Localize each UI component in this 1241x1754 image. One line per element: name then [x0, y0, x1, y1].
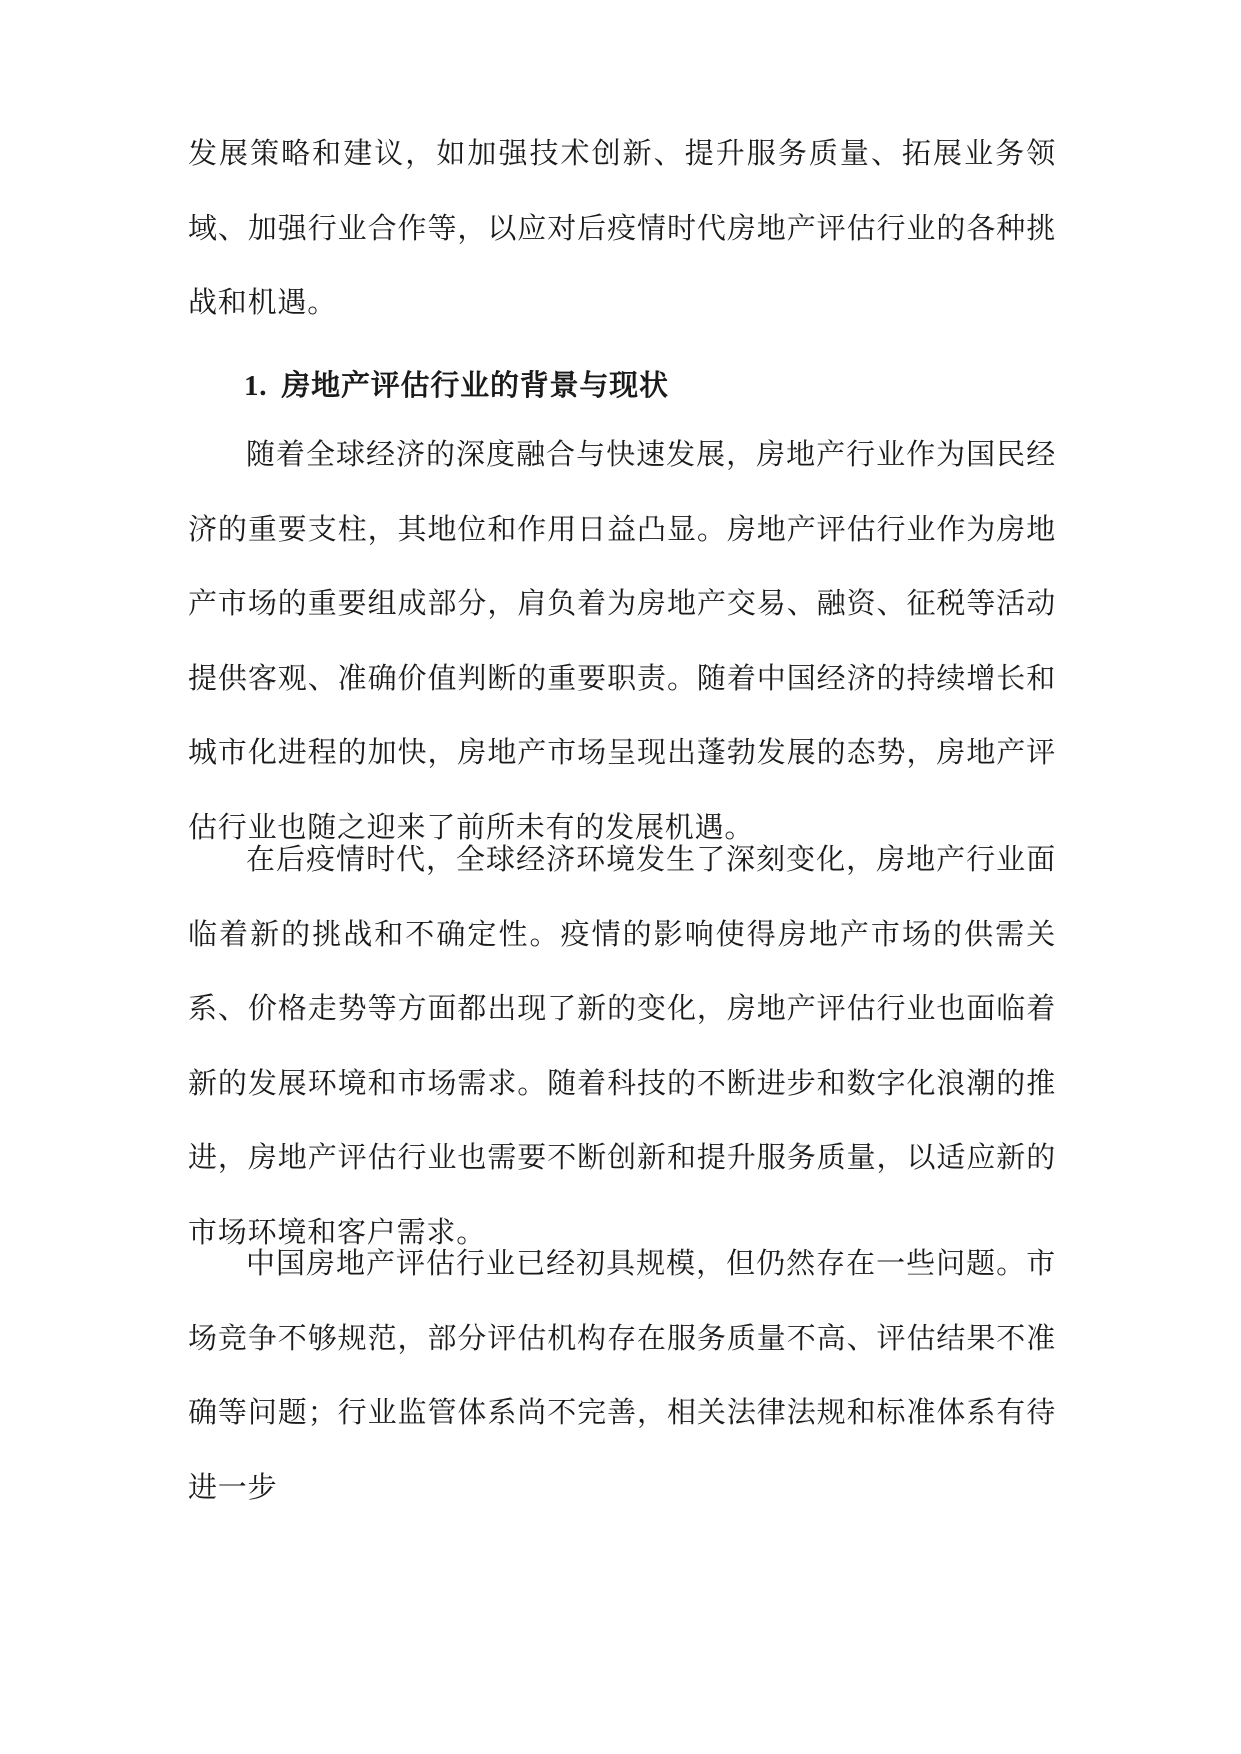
- section-title: 房地产评估行业的背景与现状: [281, 368, 669, 402]
- carry-over-block: [188, 116, 1056, 340]
- section-heading: [188, 348, 1056, 424]
- body-paragraph: 中国房地产评估行业已经初具规模，但仍然存在一些问题。市场竞争不够规范，部分评估机构存在服务质量不高、评估结果不准确等问题；行业监管体系尚不完善，相关法律法规和标准体系有待进一步: [188, 1246, 1056, 1504]
- section-heading-text: [188, 348, 1056, 424]
- body-paragraph: 在后疫情时代，全球经济环境发生了深刻变化，房地产行业面临着新的挑战和不确定性。疫情的影响使得房地产市场的供需关系、价格走势等方面都出现了新的变化，房地产评估行业也面临着新的发展环境和市场需求。随着科技的不断进步和数字化浪潮的推进，房地产评估行业也需要不断创新和提升服务质量，以适应新的市场环境和客户需求。: [188, 842, 1056, 1249]
- paragraph-2-block: [188, 822, 1056, 1269]
- carry-over-paragraph: 发展策略和建议，如加强技术创新、提升服务质量、拓展业务领域、加强行业合作等，以应对后疫情时代房地产评估行业的各种挑战和机遇。: [188, 136, 1056, 319]
- paragraph-1-block: [188, 417, 1056, 864]
- section-number: 1.: [244, 370, 268, 402]
- paragraph-3-block: [188, 1226, 1056, 1524]
- body-paragraph: 随着全球经济的深度融合与快速发展，房地产行业作为国民经济的重要支柱，其地位和作用日益凸显。房地产评估行业作为房地产市场的重要组成部分，肩负着为房地产交易、融资、征税等活动提供客观、准确价值判断的重要职责。随着中国经济的持续增长和城市化进程的加快，房地产市场呈现出蓬勃发展的态势，房地产评估行业也随之迎来了前所未有的发展机遇。: [188, 437, 1056, 844]
